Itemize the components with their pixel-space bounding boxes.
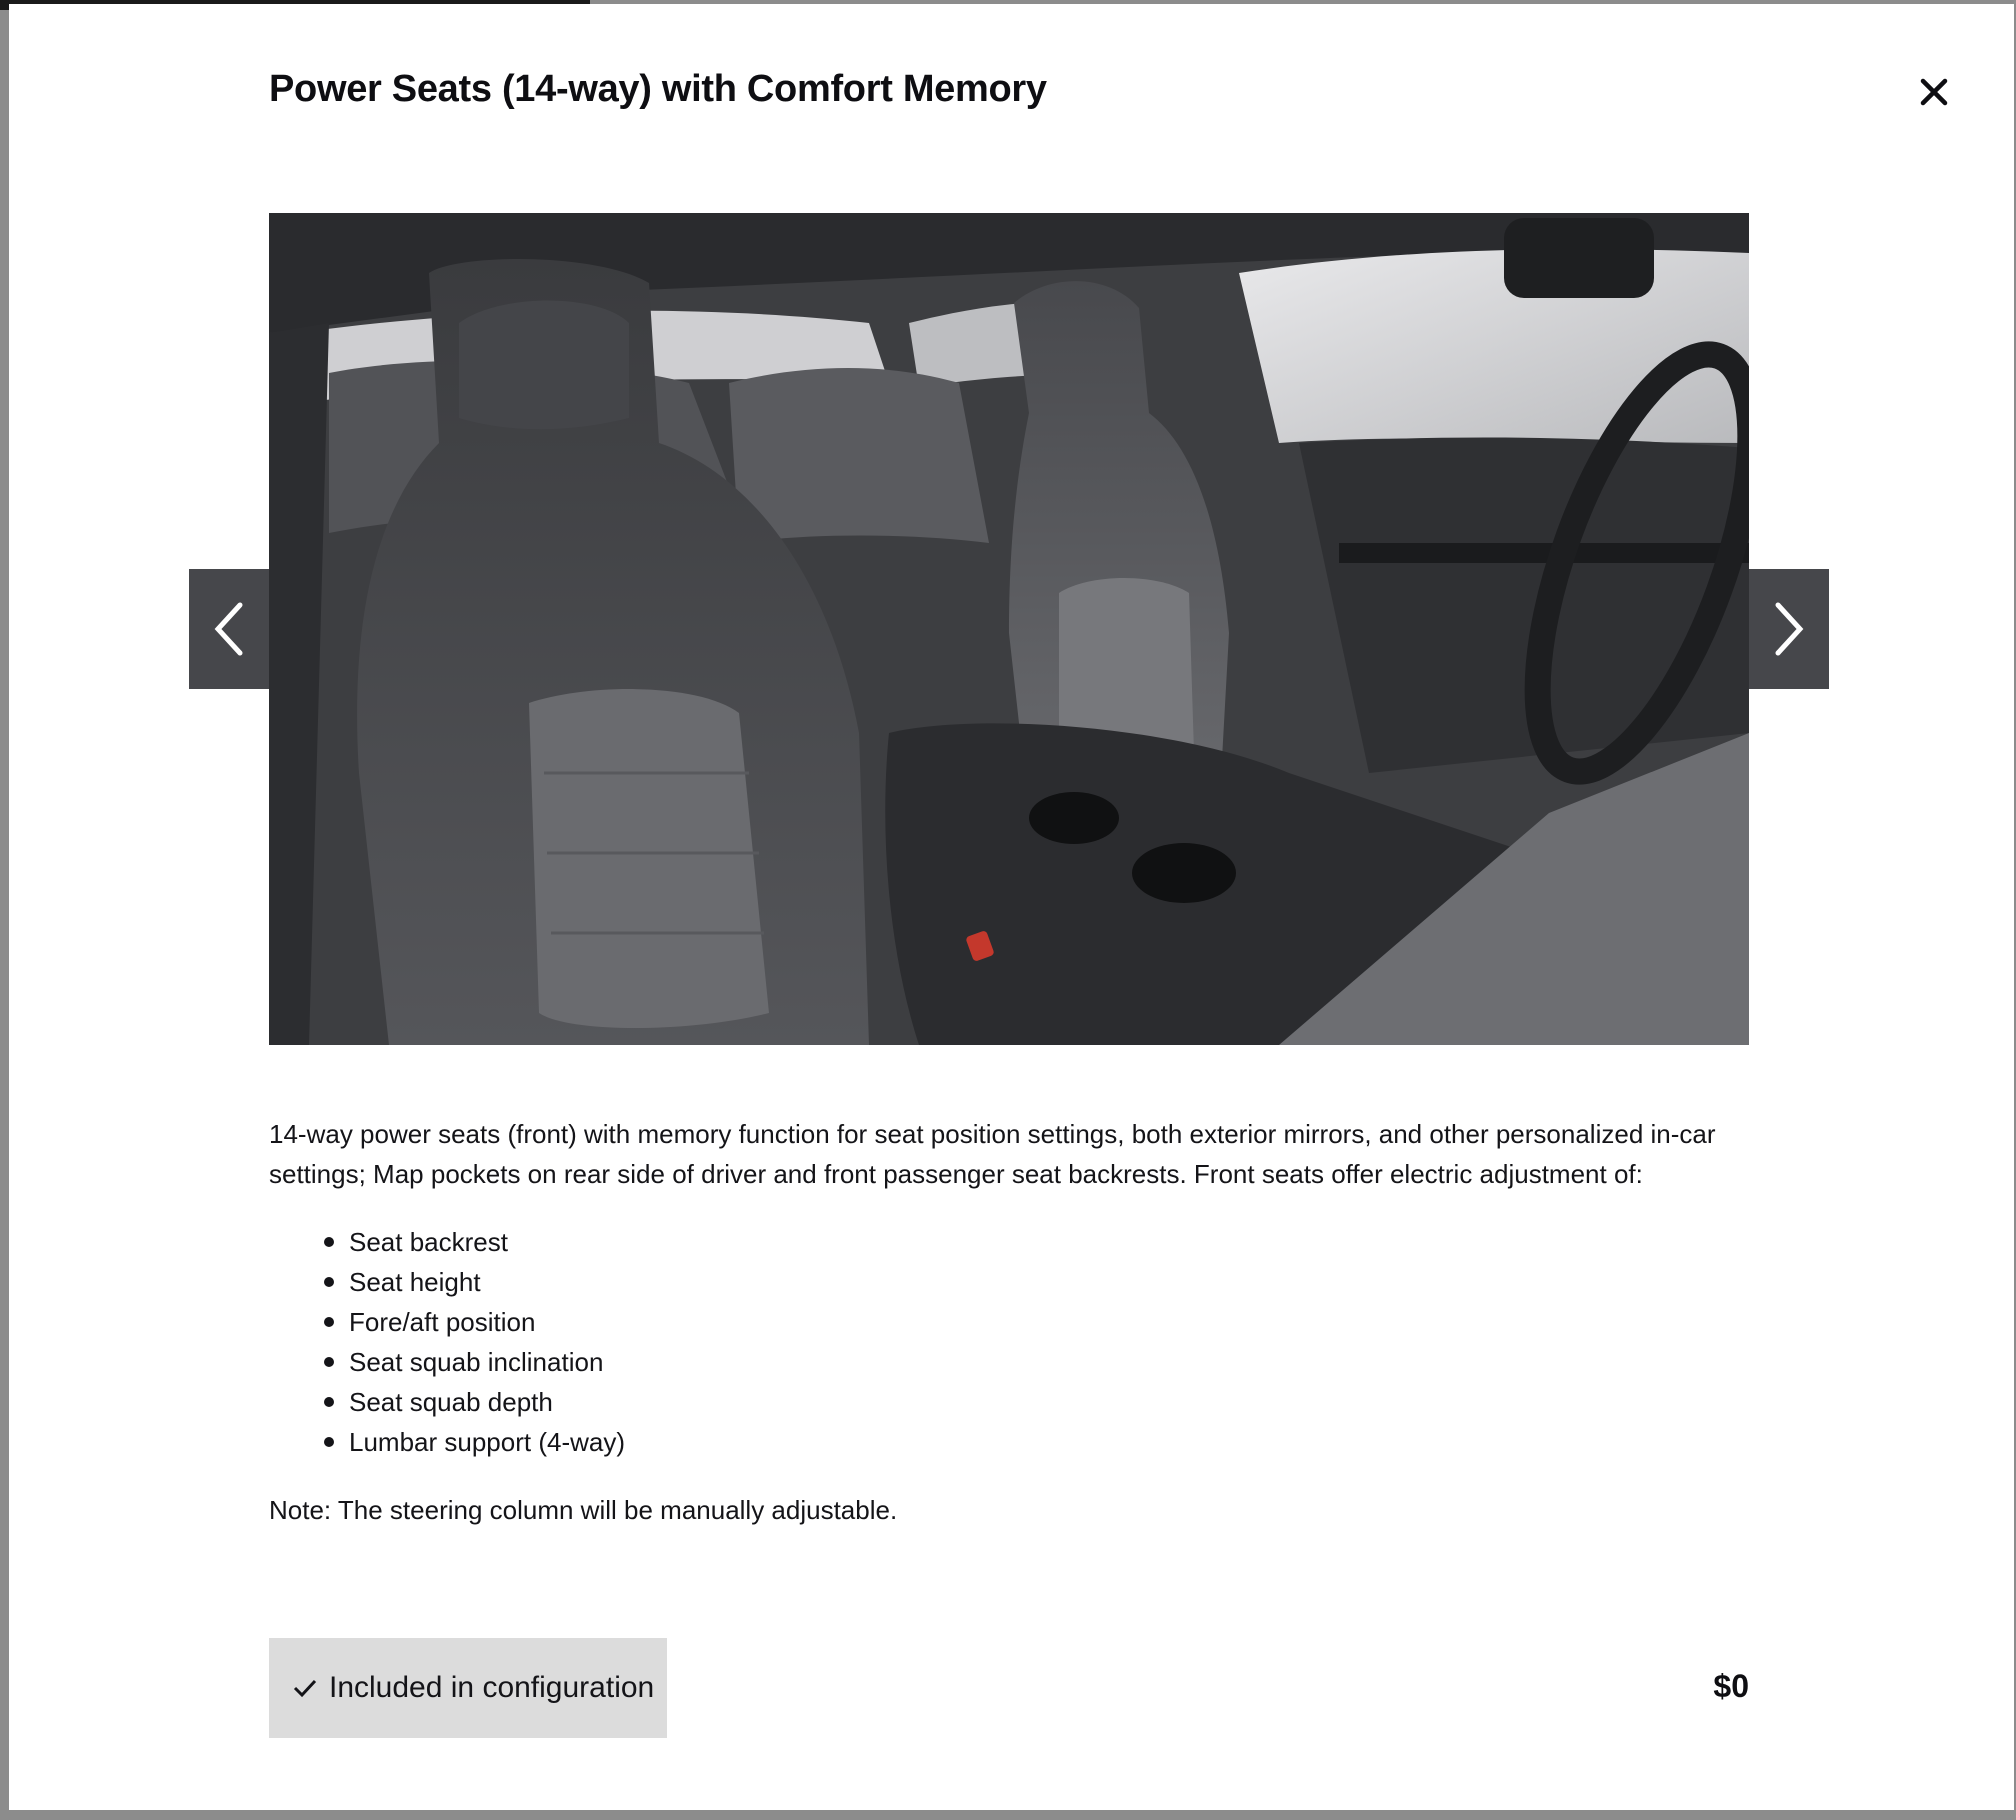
chevron-left-icon: [212, 601, 246, 657]
previous-image-button[interactable]: [189, 569, 269, 689]
option-description: 14-way power seats (front) with memory function for seat position settings, both exterior mirrors, and other personalized in-car settings; Map pockets on rear side of driver and front passenger seat backrests. Front seats offer electric adjustment of:: [269, 1119, 1716, 1189]
feature-list: [349, 1222, 625, 1462]
option-detail-dialog: [9, 4, 2014, 1810]
car-interior-seats-image: [269, 213, 1749, 1045]
list-item: Seat backrest: [349, 1222, 625, 1262]
bullet: [324, 1277, 334, 1287]
included-status-badge: [269, 1638, 667, 1738]
status-label: Included in configuration: [329, 1671, 655, 1704]
bullet: [324, 1437, 334, 1447]
bullet: [324, 1397, 334, 1407]
bullet: [324, 1317, 334, 1327]
close-icon: [1919, 77, 1949, 107]
list-item: Seat squab depth: [349, 1382, 625, 1422]
option-image: [269, 213, 1749, 1045]
option-price: $0: [1713, 1668, 1749, 1704]
checkmark-icon: [293, 1678, 317, 1698]
list-item: Lumbar support (4-way): [349, 1422, 625, 1462]
list-item: Seat squab inclination: [349, 1342, 625, 1382]
next-image-button[interactable]: [1749, 569, 1829, 689]
close-button[interactable]: [1908, 66, 1960, 118]
list-item: Fore/aft position: [349, 1302, 625, 1342]
bullet: [324, 1357, 334, 1367]
option-note: Note: The steering column will be manually adjustable.: [269, 1495, 898, 1525]
chevron-right-icon: [1772, 601, 1806, 657]
list-item: Seat height: [349, 1262, 625, 1302]
dialog-title: Power Seats (14-way) with Comfort Memory: [269, 68, 1047, 110]
bullet: [324, 1237, 334, 1247]
